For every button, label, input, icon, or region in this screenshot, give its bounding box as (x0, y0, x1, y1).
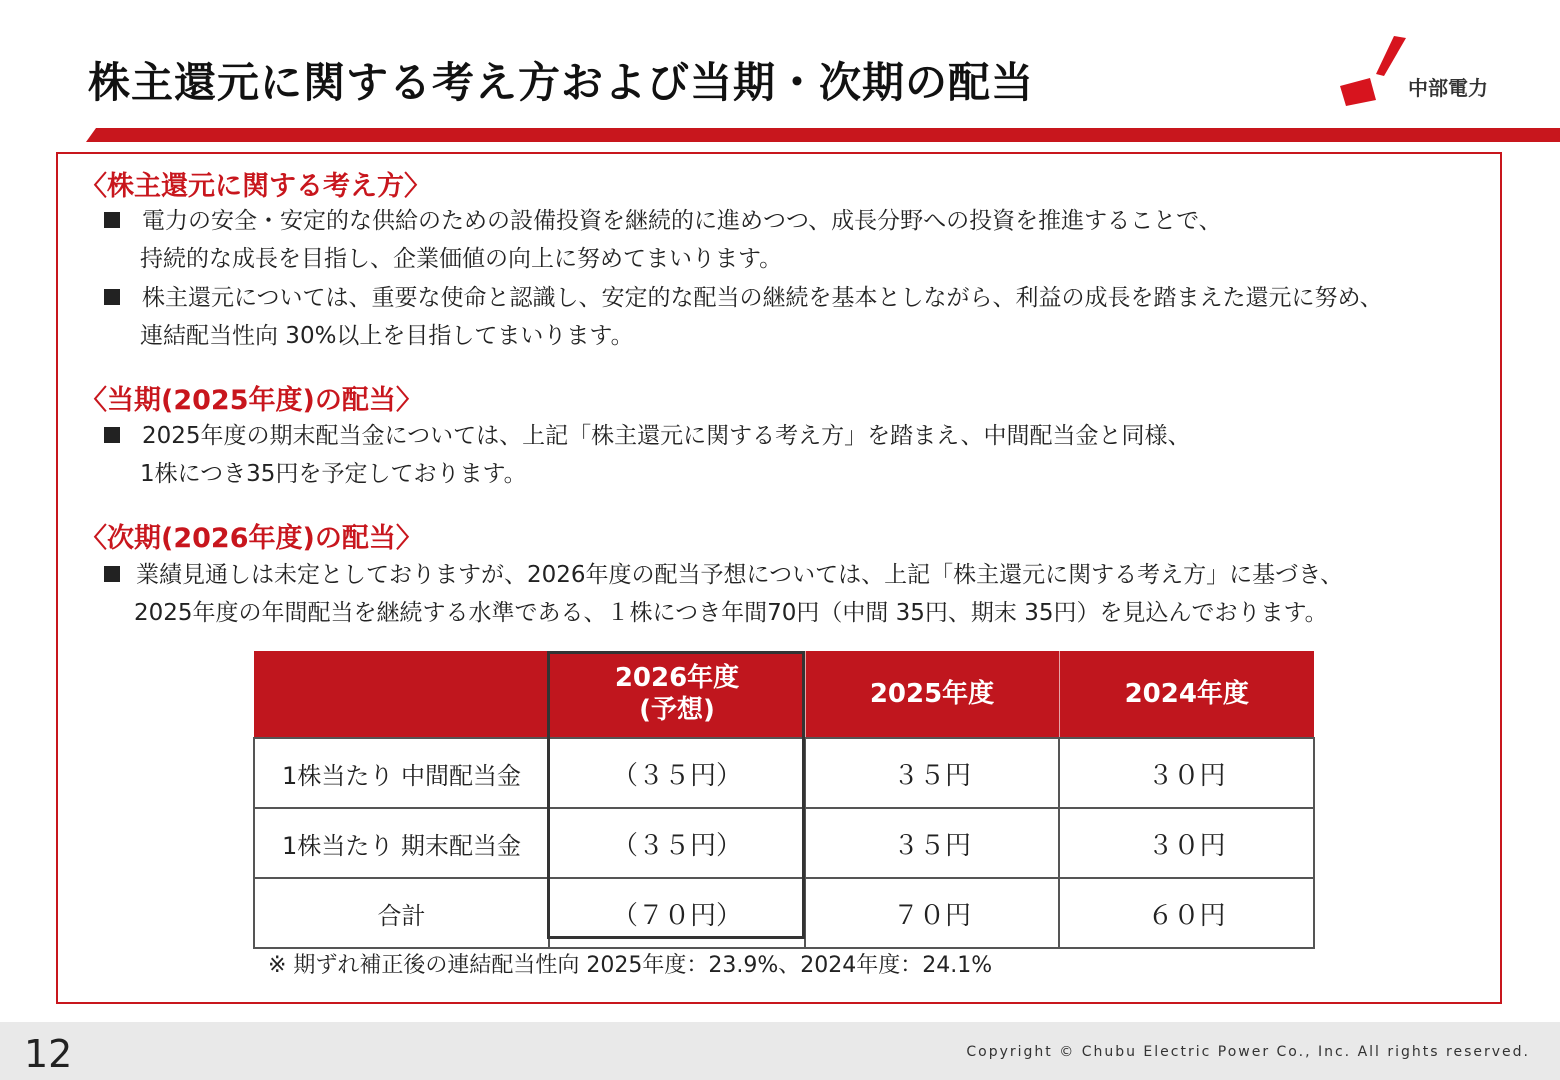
row-label: 1株当たり 期末配当金 (254, 808, 549, 878)
table-header-blank (254, 651, 549, 738)
cell-2026: （７０円） (549, 878, 805, 948)
cell-2024: ３０円 (1059, 808, 1314, 878)
dividend-table (253, 651, 1315, 949)
bullet-text: 2025年度の期末配当金については、上記「株主還元に関する考え方」を踏まえ、中間配当金と同様、 (142, 423, 1191, 449)
table-header-2026 (549, 651, 805, 738)
square-bullet-icon (104, 566, 120, 582)
company-logo-text: 中部電力 (1408, 76, 1488, 100)
section-heading-current-dividend: 〈当期(2025年度)の配当〉 (80, 385, 423, 416)
bullet-text-cont: 持続的な成長を目指し、企業価値の向上に努めてまいります。 (140, 246, 783, 272)
row-label: 合計 (254, 878, 549, 948)
cell-2026: （３５円） (549, 738, 805, 808)
table-row (254, 738, 1314, 808)
bullet-text: 業績見通しは未定としておりますが、2026年度の配当予想については、上記「株主還元に関する考え方」に基づき、 (136, 562, 1344, 588)
row-label: 1株当たり 中間配当金 (254, 738, 549, 808)
cell-2026: （３５円） (549, 808, 805, 878)
table-footnote: ※ 期ずれ補正後の連結配当性向 2025年度：23.9%、2024年度：24.1% (268, 953, 993, 978)
table-row (254, 808, 1314, 878)
bullet-text-cont: 1株につき35円を予定しております。 (140, 461, 527, 487)
table-header-2025: 2025年度 (805, 651, 1059, 738)
bullet-text-cont: 連結配当性向 30%以上を目指してまいります。 (140, 323, 634, 349)
bullet-text-cont: 2025年度の年間配当を継続する水準である、１株につき年間70円（中間 35円、期末 35円）を見込んでおります。 (134, 600, 1328, 626)
table-row (254, 878, 1314, 948)
header-year: 2026年度 (614, 663, 740, 693)
table-header-2024: 2024年度 (1059, 651, 1314, 738)
square-bullet-icon (104, 212, 120, 228)
copyright-text: Copyright © Chubu Electric Power Co., Inc. All rights reserved. (966, 1044, 1530, 1060)
header-forecast: (予想) (639, 695, 715, 725)
bullet-text: 株主還元については、重要な使命と認識し、安定的な配当の継続を基本としながら、利益の成長を踏まえた還元に努め、 (142, 285, 1383, 311)
page-title: 株主還元に関する考え方および当期・次期の配当 (88, 58, 1035, 107)
square-bullet-icon (104, 289, 120, 305)
cell-2024: ６０円 (1059, 878, 1314, 948)
cell-2024: ３０円 (1059, 738, 1314, 808)
cell-2025: ３５円 (805, 738, 1059, 808)
bullet-text: 電力の安全・安定的な供給のための設備投資を継続的に進めつつ、成長分野への投資を推進することで、 (142, 208, 1222, 234)
section-heading-next-dividend: 〈次期(2026年度)の配当〉 (80, 523, 423, 554)
cell-2025: ７０円 (805, 878, 1059, 948)
cell-2025: ３５円 (805, 808, 1059, 878)
page-number: 12 (24, 1032, 73, 1076)
section-heading-policy: 〈株主還元に関する考え方〉 (80, 171, 431, 202)
header-red-rule (0, 126, 1560, 148)
table-header-row (254, 651, 1314, 738)
square-bullet-icon (104, 427, 120, 443)
